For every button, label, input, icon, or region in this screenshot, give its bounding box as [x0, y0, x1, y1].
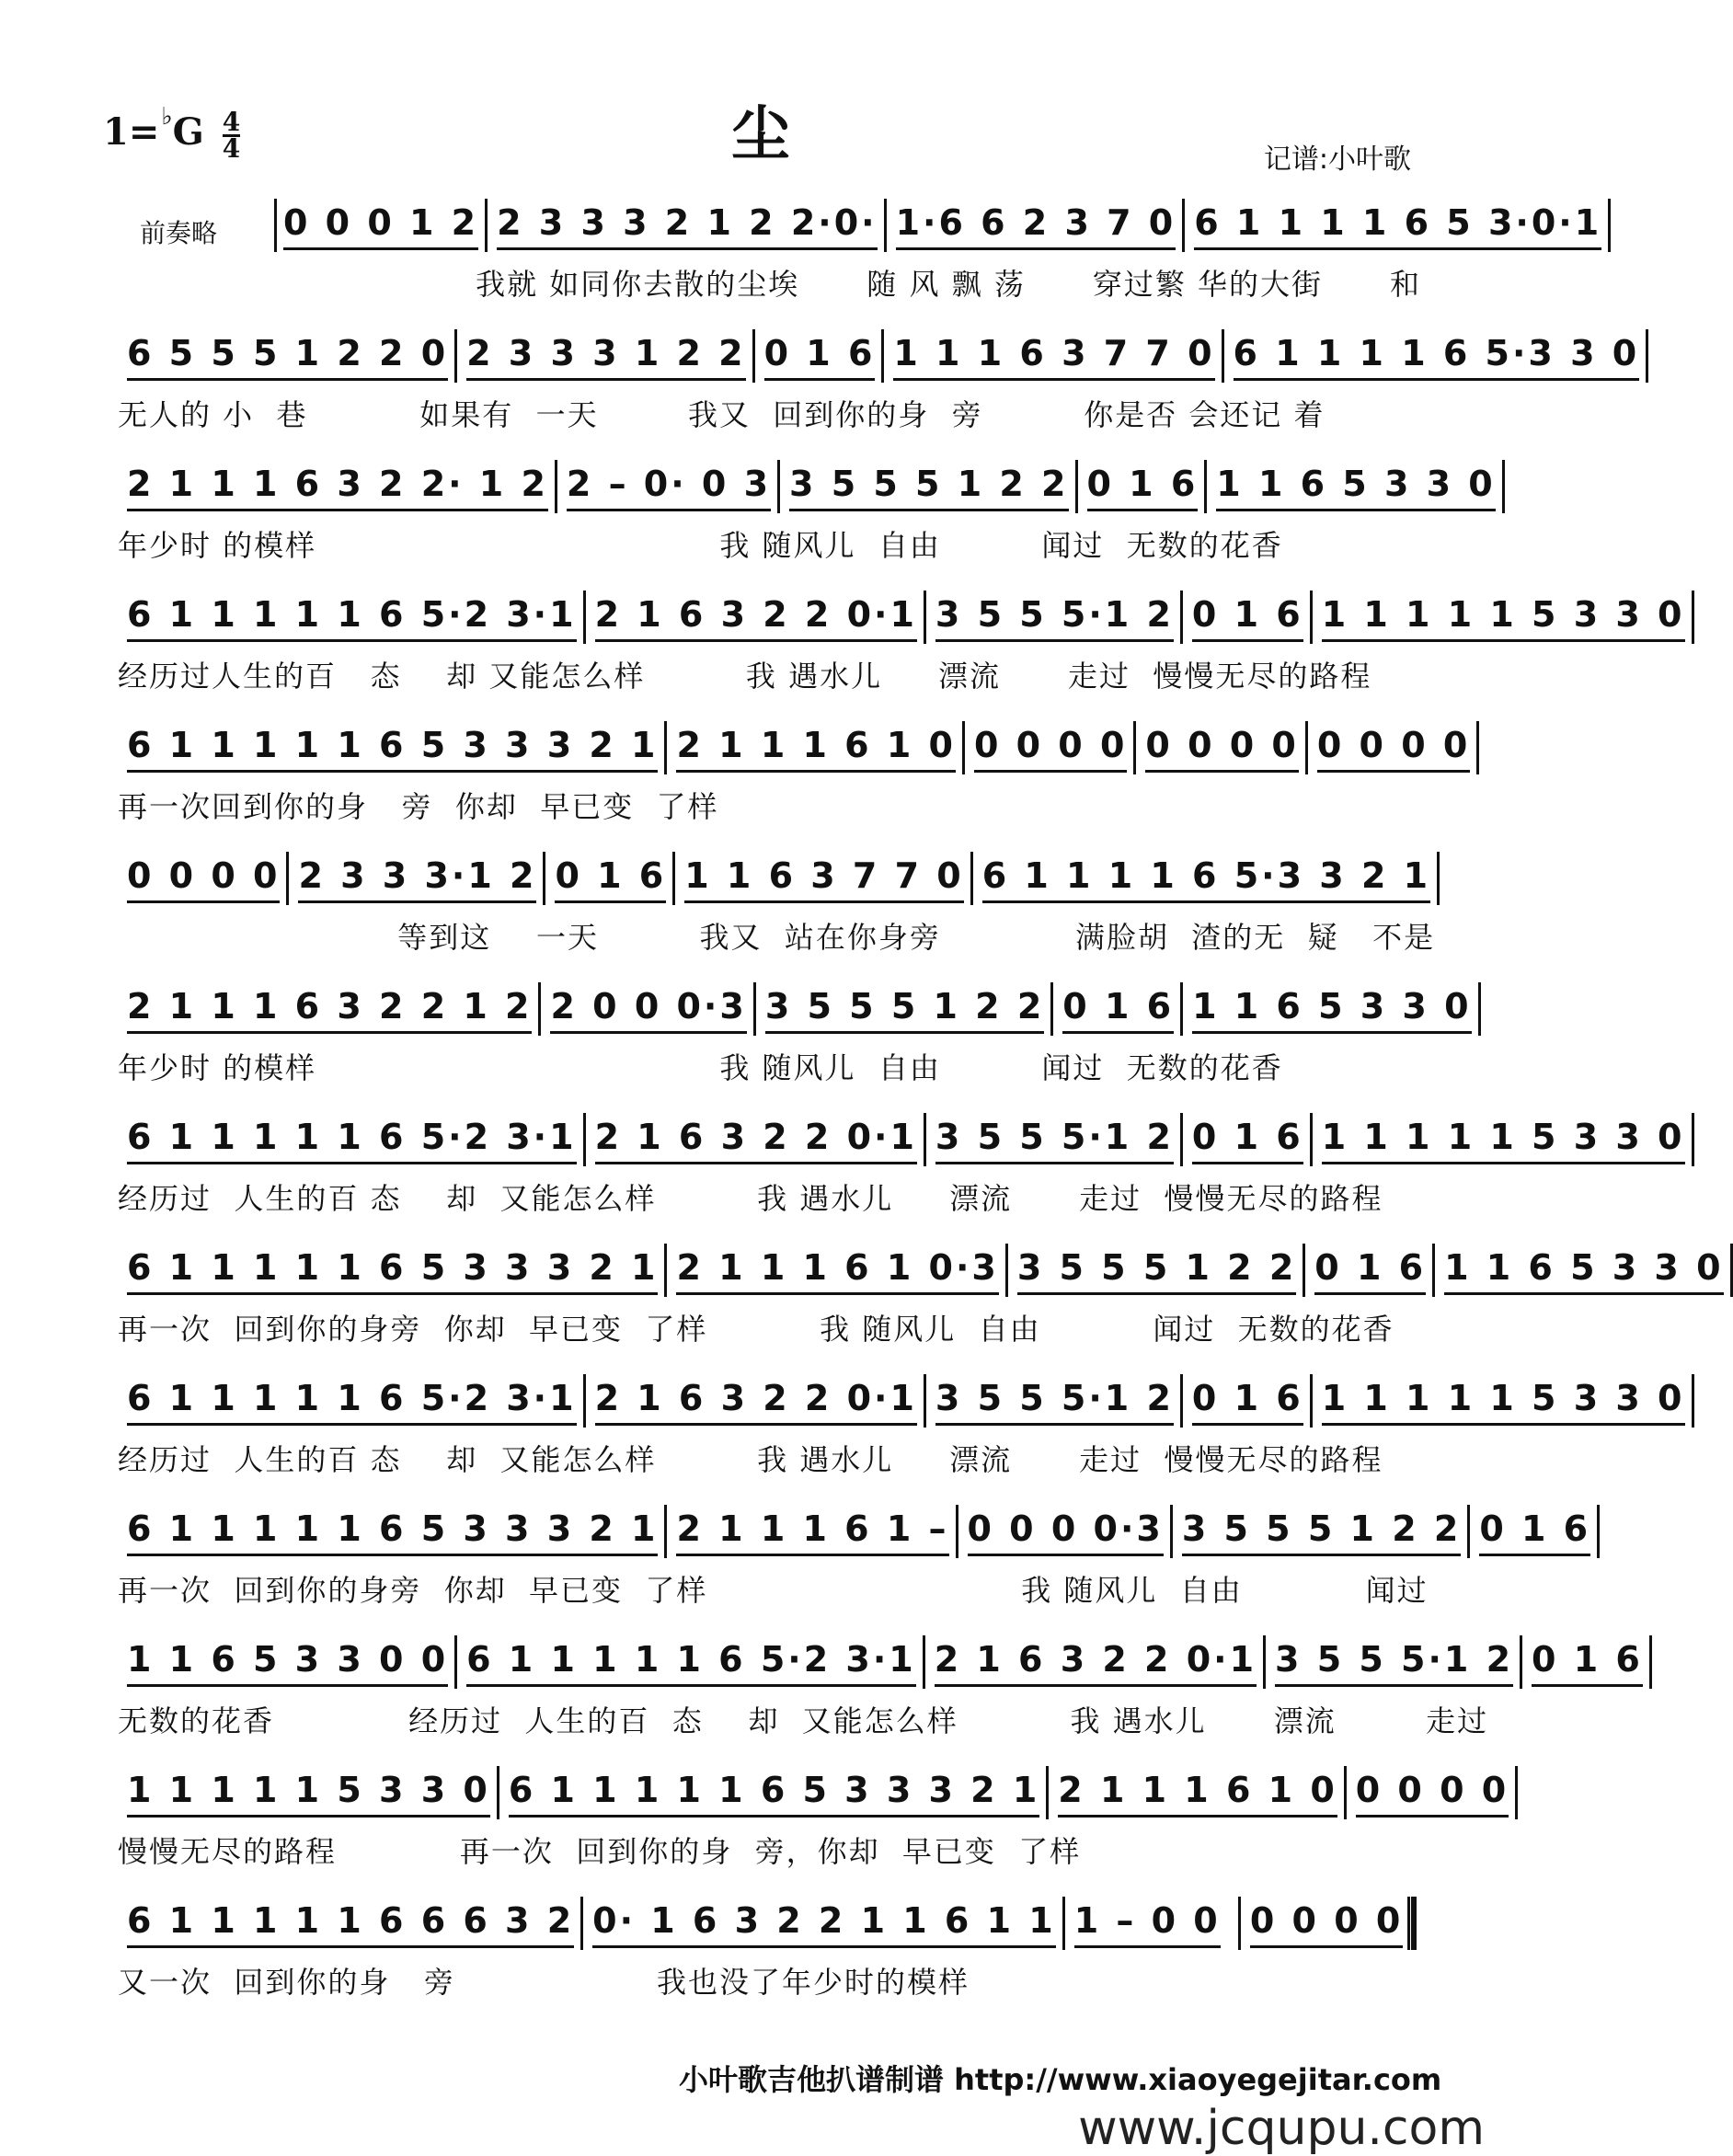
score-system: [118, 324, 1640, 453]
measure: [118, 979, 541, 1034]
measure-notes: 0 1 6: [1532, 1638, 1643, 1687]
measure-notes: 6 5 5 5 1 2 2 0: [127, 332, 448, 381]
measure-notes: 0 1 6: [1192, 593, 1303, 642]
staff-line: [118, 585, 1685, 642]
lyrics-line: 再一次 回到你的身旁 你却 早已变 了样 我 随风儿 自由 闻过: [118, 1573, 1429, 1608]
measure-notes: 2 1 1 1 6 1 0·3: [676, 1246, 998, 1295]
staff-line: [274, 193, 1602, 250]
measure-notes: 3 5 5 5·1 2: [935, 1116, 1174, 1164]
measure: [1185, 195, 1611, 250]
lyrics-line: 无人的 小 巷 如果有 一天 我又 回到你的身 旁 你是否 会还记 着: [118, 397, 1326, 432]
measure-notes: 1 1 1 1 1 5 3 3 0: [1322, 593, 1685, 642]
measure-notes: 1 1 6 5 3 3 0: [1216, 463, 1495, 511]
measure-notes: 3 5 5 5·1 2: [935, 1377, 1174, 1426]
measure: [884, 326, 1223, 381]
measure-notes: 0 1 6: [1192, 1116, 1303, 1164]
measure-notes: 0 0 0 0: [127, 854, 280, 903]
measure: [1224, 326, 1649, 381]
score-system: [118, 585, 1685, 714]
measure: [780, 456, 1077, 511]
measure: [118, 1893, 583, 1948]
measure-notes: 6 1 1 1 1 1 6 5·2 3·1: [127, 593, 577, 642]
score-system: [118, 1499, 1591, 1628]
measure: [756, 979, 1053, 1034]
time-top: 4: [222, 106, 241, 137]
measure-notes: 2 1 1 1 6 1 0: [1058, 1769, 1337, 1818]
measure-notes: 0 0 0 0: [974, 724, 1127, 773]
measure-notes: 0 1 6: [764, 332, 876, 381]
measure: [1183, 1109, 1313, 1164]
measure: [1313, 1109, 1694, 1164]
measure-notes: 0 1 6: [1479, 1508, 1590, 1556]
measure: [1008, 1240, 1305, 1295]
measure-notes: 6 1 1 1 1 1 6 5·2 3·1: [127, 1377, 577, 1426]
measure-notes: 2 – 0· 0 3: [567, 463, 771, 511]
measure: [457, 326, 754, 381]
measure: [1305, 1240, 1435, 1295]
measure: [118, 1762, 499, 1818]
score-system: [118, 1107, 1685, 1236]
measure: [958, 1501, 1173, 1556]
lyrics-line: 等到这 一天 我又 站在你身旁 满脸胡 渣的无 疑 不是: [118, 920, 1436, 955]
measure-notes: 2 0 0 0·3: [550, 985, 746, 1034]
measure-notes: 2 3 3 3 2 1 2 2·0·: [497, 201, 877, 250]
key-note: G: [172, 110, 204, 154]
measure: [118, 1240, 667, 1295]
lyrics-line: 无数的花香 经历过 人生的百 态 却 又能怎么样 我 遇水儿 漂流 走过: [118, 1703, 1489, 1738]
measure-notes: 6 1 1 1 1 1 6 6 6 3 2: [127, 1899, 574, 1948]
measure-notes: 2 1 6 3 2 2 0·1: [935, 1638, 1257, 1687]
score-system: [118, 1630, 1643, 1759]
measure-notes: 0 1 6: [1192, 1377, 1303, 1426]
measure-notes: 2 1 6 3 2 2 0·1: [595, 593, 917, 642]
measure-notes: 0 0 0 0: [1356, 1769, 1509, 1818]
measure-notes: 6 1 1 1 1 6 5·3 3 0: [1234, 332, 1640, 381]
measure: [1241, 1893, 1417, 1948]
measure-notes: 2 1 6 3 2 2 0·1: [595, 1377, 917, 1426]
measure: [118, 587, 586, 642]
measure: [1207, 456, 1504, 511]
staff-line: [118, 1107, 1685, 1164]
score-system: [118, 1369, 1685, 1497]
flat-icon: ♭: [161, 103, 173, 131]
measure-notes: 2 1 6 3 2 2 0·1: [595, 1116, 917, 1164]
lyrics-line: 经历过 人生的百 态 却 又能怎么样 我 遇水儿 漂流 走过 慢慢无尽的路程: [118, 1442, 1383, 1477]
measure: [118, 1370, 586, 1426]
measure: [586, 587, 926, 642]
lyrics-line: 经历过 人生的百 态 却 又能怎么样 我 遇水儿 漂流 走过 慢慢无尽的路程: [118, 1181, 1383, 1216]
song-title: 尘: [731, 101, 790, 169]
measure: [926, 1109, 1183, 1164]
watermark: www.jcqupu.com: [1078, 2101, 1485, 2156]
measure: [1313, 587, 1694, 642]
measure-notes: 1 1 1 1 1 5 3 3 0: [127, 1769, 490, 1818]
time-bottom: 4: [222, 132, 241, 164]
measure: [1053, 979, 1183, 1034]
measure-notes: 3 5 5 5 1 2 2: [765, 985, 1044, 1034]
measure-notes: 1 1 6 3 7 7 0: [684, 854, 963, 903]
measure-notes: 1 – 0 0: [1074, 1899, 1221, 1948]
lyrics-line: 年少时 的模样 我 随风儿 自由 闻过 无数的花香: [118, 1050, 1283, 1085]
measure-notes: 0 0 0 0: [1250, 1899, 1403, 1948]
measure: [583, 1893, 1065, 1948]
measure-notes: 6 1 1 1 1 1 6 5·2 3·1: [127, 1116, 577, 1164]
measure-notes: 3 5 5 5 1 2 2: [1017, 1246, 1296, 1295]
score-system: [118, 977, 1472, 1106]
key-prefix: 1=: [103, 110, 160, 154]
measure: [675, 848, 972, 903]
measure: [1173, 1501, 1470, 1556]
measure: [118, 326, 457, 381]
measure: [118, 717, 667, 773]
measure: [887, 195, 1186, 250]
measure: [667, 1240, 1007, 1295]
score-system: [118, 846, 1436, 975]
measure-notes: 3 5 5 5·1 2: [935, 593, 1174, 642]
measure: [118, 848, 289, 903]
measure: [586, 1109, 926, 1164]
measure-notes: 6 1 1 1 1 6 5·3 3 2 1: [982, 854, 1430, 903]
footer-credit: 小叶歌吉他扒谱制谱 http://www.xiaoyegejitar.com: [679, 2062, 1442, 2097]
measure-notes: 2 3 3 3 1 2 2: [466, 332, 745, 381]
staff-line: [118, 1891, 1417, 1948]
score-system: [118, 1760, 1509, 1889]
measure: [289, 848, 545, 903]
measure: [1183, 1370, 1313, 1426]
lyrics-line: 我就 如同你去散的尘埃 随 风 飘 荡 穿过繁 华的大街 和: [274, 267, 1422, 302]
measure-notes: 1 1 6 5 3 3 0 0: [127, 1638, 448, 1687]
measure: [1266, 1632, 1522, 1687]
measure-notes: 3 5 5 5·1 2: [1275, 1638, 1513, 1687]
staff-line: [118, 716, 1471, 773]
measure: [541, 979, 755, 1034]
measure-notes: 1·6 6 2 3 7 0: [896, 201, 1176, 250]
staff-line: [118, 454, 1496, 511]
measure: [499, 1762, 1049, 1818]
measure: [1136, 717, 1307, 773]
score-system: [274, 193, 1602, 322]
score-system: [118, 1238, 1724, 1367]
measure-notes: 0 1 6: [1314, 1246, 1426, 1295]
score-system: [118, 716, 1471, 844]
recorder-credit: 记谱:小叶歌: [1263, 143, 1411, 176]
measure: [1065, 1893, 1241, 1948]
measure-notes: 0 0 0 0·3: [968, 1508, 1164, 1556]
lyrics-line: 再一次 回到你的身旁 你却 早已变 了样 我 随风儿 自由 闻过 无数的花香: [118, 1312, 1394, 1347]
measure-notes: 0 1 6: [555, 854, 666, 903]
measure-notes: 2 3 3 3·1 2: [298, 854, 536, 903]
measure: [274, 195, 488, 250]
staff-line: [118, 324, 1640, 381]
prelude-label: 前奏略: [140, 218, 218, 248]
staff-line: [118, 977, 1472, 1034]
measure: [1347, 1762, 1518, 1818]
staff-line: [118, 1369, 1685, 1426]
measure: [1435, 1240, 1732, 1295]
measure-notes: 6 1 1 1 1 1 6 5 3 3 3 2 1: [127, 1508, 658, 1556]
measure-notes: 2 1 1 1 6 1 –: [676, 1508, 948, 1556]
measure-notes: 0· 1 6 3 2 2 1 1 6 1 1: [592, 1899, 1056, 1948]
measure-notes: 6 1 1 1 1 1 6 5 3 3 3 2 1: [127, 724, 658, 773]
measure: [1313, 1370, 1694, 1426]
measure-notes: 2 1 1 1 6 3 2 2· 1 2: [127, 463, 548, 511]
measure-notes: 1 1 6 5 3 3 0: [1192, 985, 1471, 1034]
measure: [545, 848, 675, 903]
staff-line: [118, 1499, 1591, 1556]
measure: [118, 456, 557, 511]
measure: [1522, 1632, 1652, 1687]
measure: [488, 195, 886, 250]
measure-notes: 0 1 6: [1062, 985, 1174, 1034]
staff-line: [118, 846, 1431, 903]
lyrics-line: 经历过人生的百 态 却 又能怎么样 我 遇水儿 漂流 走过 慢慢无尽的路程: [118, 659, 1372, 694]
staff-line: [118, 1630, 1643, 1687]
measure-notes: 1 1 1 1 1 5 3 3 0: [1322, 1116, 1685, 1164]
measure-notes: 0 0 0 1 2: [283, 201, 478, 250]
measure: [557, 456, 780, 511]
measure-notes: 1 1 6 5 3 3 0: [1444, 1246, 1723, 1295]
measure-notes: 1 1 1 1 1 5 3 3 0: [1322, 1377, 1685, 1426]
measure-notes: 6 1 1 1 1 1 6 5·2 3·1: [466, 1638, 916, 1687]
measure: [755, 326, 885, 381]
measure-notes: 3 5 5 5 1 2 2: [1182, 1508, 1461, 1556]
measure: [1470, 1501, 1600, 1556]
measure: [965, 717, 1136, 773]
measure: [586, 1370, 926, 1426]
measure-notes: 1 1 1 6 3 7 7 0: [893, 332, 1214, 381]
lyrics-line: 年少时 的模样 我 随风儿 自由 闻过 无数的花香: [118, 528, 1283, 563]
measure-notes: 2 1 1 1 6 1 0: [676, 724, 955, 773]
measure-notes: 0 1 6: [1087, 463, 1199, 511]
staff-line: [118, 1238, 1724, 1295]
measure-notes: 6 1 1 1 1 6 5 3·0·1: [1194, 201, 1601, 250]
measure: [1078, 456, 1208, 511]
measure-notes: 0 0 0 0: [1317, 724, 1470, 773]
measure-notes: 6 1 1 1 1 1 6 5 3 3 3 2 1: [509, 1769, 1039, 1818]
measure: [926, 1370, 1183, 1426]
measure: [1183, 587, 1313, 642]
score-system: [118, 1891, 1417, 2020]
measure: [118, 1109, 586, 1164]
measure-notes: 0 0 0 0: [1145, 724, 1298, 773]
measure: [667, 717, 964, 773]
measure-notes: 3 5 5 5 1 2 2: [789, 463, 1068, 511]
lyrics-line: 慢慢无尽的路程 再一次 回到你的身 旁，你却 早已变 了样: [118, 1834, 1082, 1869]
lyrics-line: 再一次回到你的身 旁 你却 早已变 了样: [118, 789, 719, 824]
measure: [925, 1632, 1266, 1687]
measure: [1308, 717, 1479, 773]
measure: [457, 1632, 925, 1687]
measure: [926, 587, 1183, 642]
score-system: [118, 454, 1496, 583]
measure-notes: 6 1 1 1 1 1 6 5 3 3 3 2 1: [127, 1246, 658, 1295]
measure: [1049, 1762, 1346, 1818]
measure: [118, 1501, 667, 1556]
measure-notes: 2 1 1 1 6 3 2 2 1 2: [127, 985, 532, 1034]
measure: [667, 1501, 958, 1556]
staff-line: [118, 1760, 1509, 1818]
lyrics-line: 又一次 回到你的身 旁 我也没了年少时的模样: [118, 1965, 970, 2000]
measure: [1183, 979, 1480, 1034]
measure: [118, 1632, 457, 1687]
measure: [973, 848, 1440, 903]
